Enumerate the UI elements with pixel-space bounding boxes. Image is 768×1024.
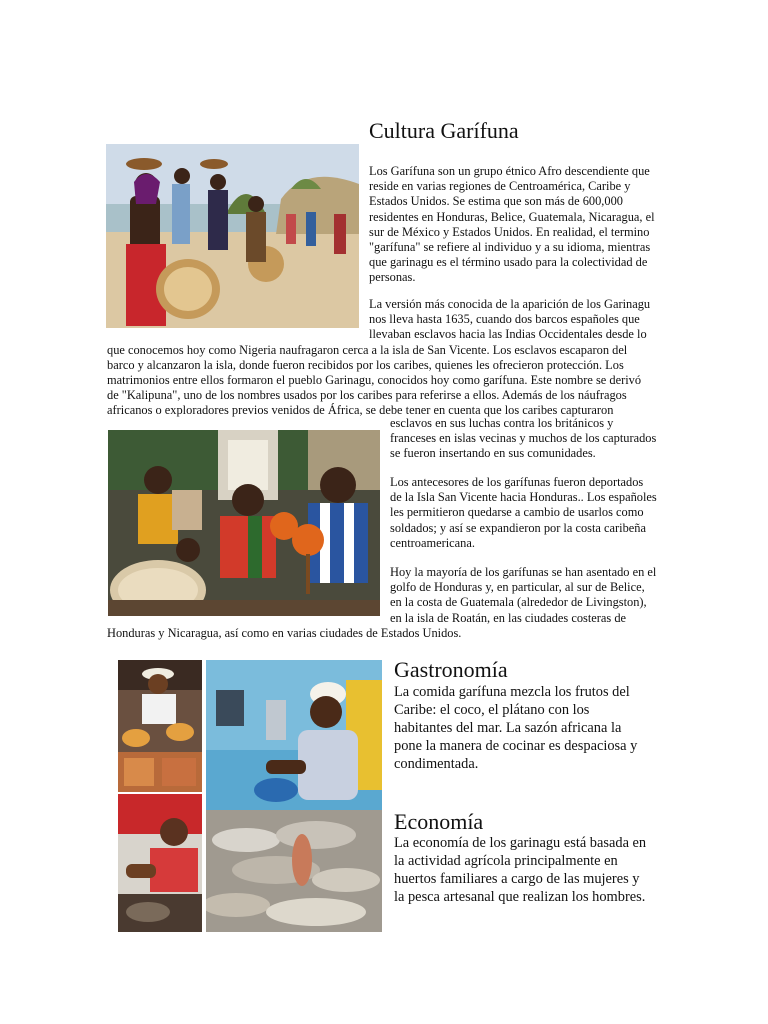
text-line: "garífuna" se refiere al individuo y a su idioma, mientras <box>369 240 651 255</box>
text-line: Hoy la mayoría de los garífunas se han asentado en el <box>390 565 657 579</box>
text-line: la pesca artesanal que realizan los hombres. <box>394 889 646 905</box>
text-line: personas. <box>369 270 416 285</box>
text-line: golfo de Honduras y, en particular, al sur de Belice, <box>390 580 645 595</box>
text-line: que garinagu es el término usado para la colectividad de <box>369 255 648 270</box>
text-line: habitantes del mar. La sazón africana la <box>394 720 622 736</box>
text-line: La comida garífuna mezcla los frutos del <box>394 684 630 700</box>
text-line: en la costa de Guatemala (alrededor de Livingston), <box>390 595 647 610</box>
text-line: la actividad agrícola principalmente en <box>394 853 618 869</box>
text-line: que conocemos hoy como Nigeria naufragaron cerca a la isla de San Vicente. Los esclavos escaparon del <box>107 342 628 357</box>
text-line: Estados Unidos. Se estima que son más de 600,000 <box>369 194 623 209</box>
text-line: Caribe: el coco, el plátano con los <box>394 702 590 718</box>
settlement-paragraph <box>107 565 656 641</box>
gastronomy-paragraph <box>394 683 637 773</box>
text-line: Los Garífuna son un grupo étnico Afro descendiente que <box>369 164 650 178</box>
deportation-paragraph <box>390 475 657 551</box>
text-line: soldados; y así se expandieron por la costa caribeña <box>390 520 646 535</box>
photo-fish-market <box>206 660 382 932</box>
text-line: esclavos en sus luchas contra los británicos y <box>390 416 614 430</box>
text-line: se fueron insertando en sus comunidades. <box>390 446 596 461</box>
text-line: residentes en Honduras, Belice, Guatemala, Nicaragua, el <box>369 209 655 224</box>
text-line: Los antecesores de los garífunas fueron deportados <box>390 475 644 489</box>
text-line: africanos o exploradores previos venidos de África, se debe tener en cuenta que los caribes capturaron <box>107 403 614 418</box>
captives-paragraph <box>390 416 656 462</box>
text-line: llevaban esclavos hacia las Indias Occidentales desde lo <box>369 327 647 342</box>
text-line: centroamericana. <box>390 535 475 550</box>
text-line: reside en varias regiones de Centroamérica, Caribe y <box>369 179 631 194</box>
economy-heading: Economía <box>394 809 484 834</box>
text-line: Honduras y Nicaragua, así como en varias ciudades de Estados Unidos. <box>107 625 462 640</box>
text-line: La versión más conocida de la aparición de los Garinagu <box>369 297 651 311</box>
text-line: sur de México y Estados Unidos. En realidad, el termino <box>369 224 650 239</box>
text-line: huertos familiares a cargo de las mujeres y <box>394 871 640 887</box>
photo-woman-cooking <box>118 794 202 932</box>
text-line: en la isla de Roatán, en las ciudades costeras de <box>390 610 627 625</box>
economy-paragraph <box>394 834 646 906</box>
intro-paragraph <box>369 164 655 286</box>
photo-food-vendor <box>118 660 202 792</box>
text-line: condimentada. <box>394 756 479 772</box>
history-paragraph <box>107 297 667 419</box>
text-line: matrimonios entre ellos formaron el pueblo Garinagu, conocidos hoy como garífuna. Este nombre se derivó <box>107 373 642 388</box>
text-line: barco y alcanzaron la isla, donde fueron recibidos por los caribes, quienes les ofrecieron protección. Los <box>107 357 624 372</box>
text-line: de la Isla San Vicente hacia Honduras.. Los españoles <box>390 490 657 505</box>
text-line: les permitieron quedarse a cambio de usarlos como <box>390 505 644 520</box>
text-line: nos lleva hasta 1635, cuando dos barcos españoles que <box>369 312 640 327</box>
page-title: Cultura Garífuna <box>369 118 519 143</box>
text-line: pone la manera de cocinar es despaciosa y <box>394 738 638 754</box>
text-line: de "Kalipuna", uno de los nombres usados por los caribes para referirse a ellos. Además de los náufragos <box>107 388 627 403</box>
text-line: La economía de los garinagu está basada en <box>394 835 647 851</box>
gastronomy-heading: Gastronomía <box>394 657 508 682</box>
text-line: franceses en islas vecinas y muchos de los capturados <box>390 431 657 446</box>
